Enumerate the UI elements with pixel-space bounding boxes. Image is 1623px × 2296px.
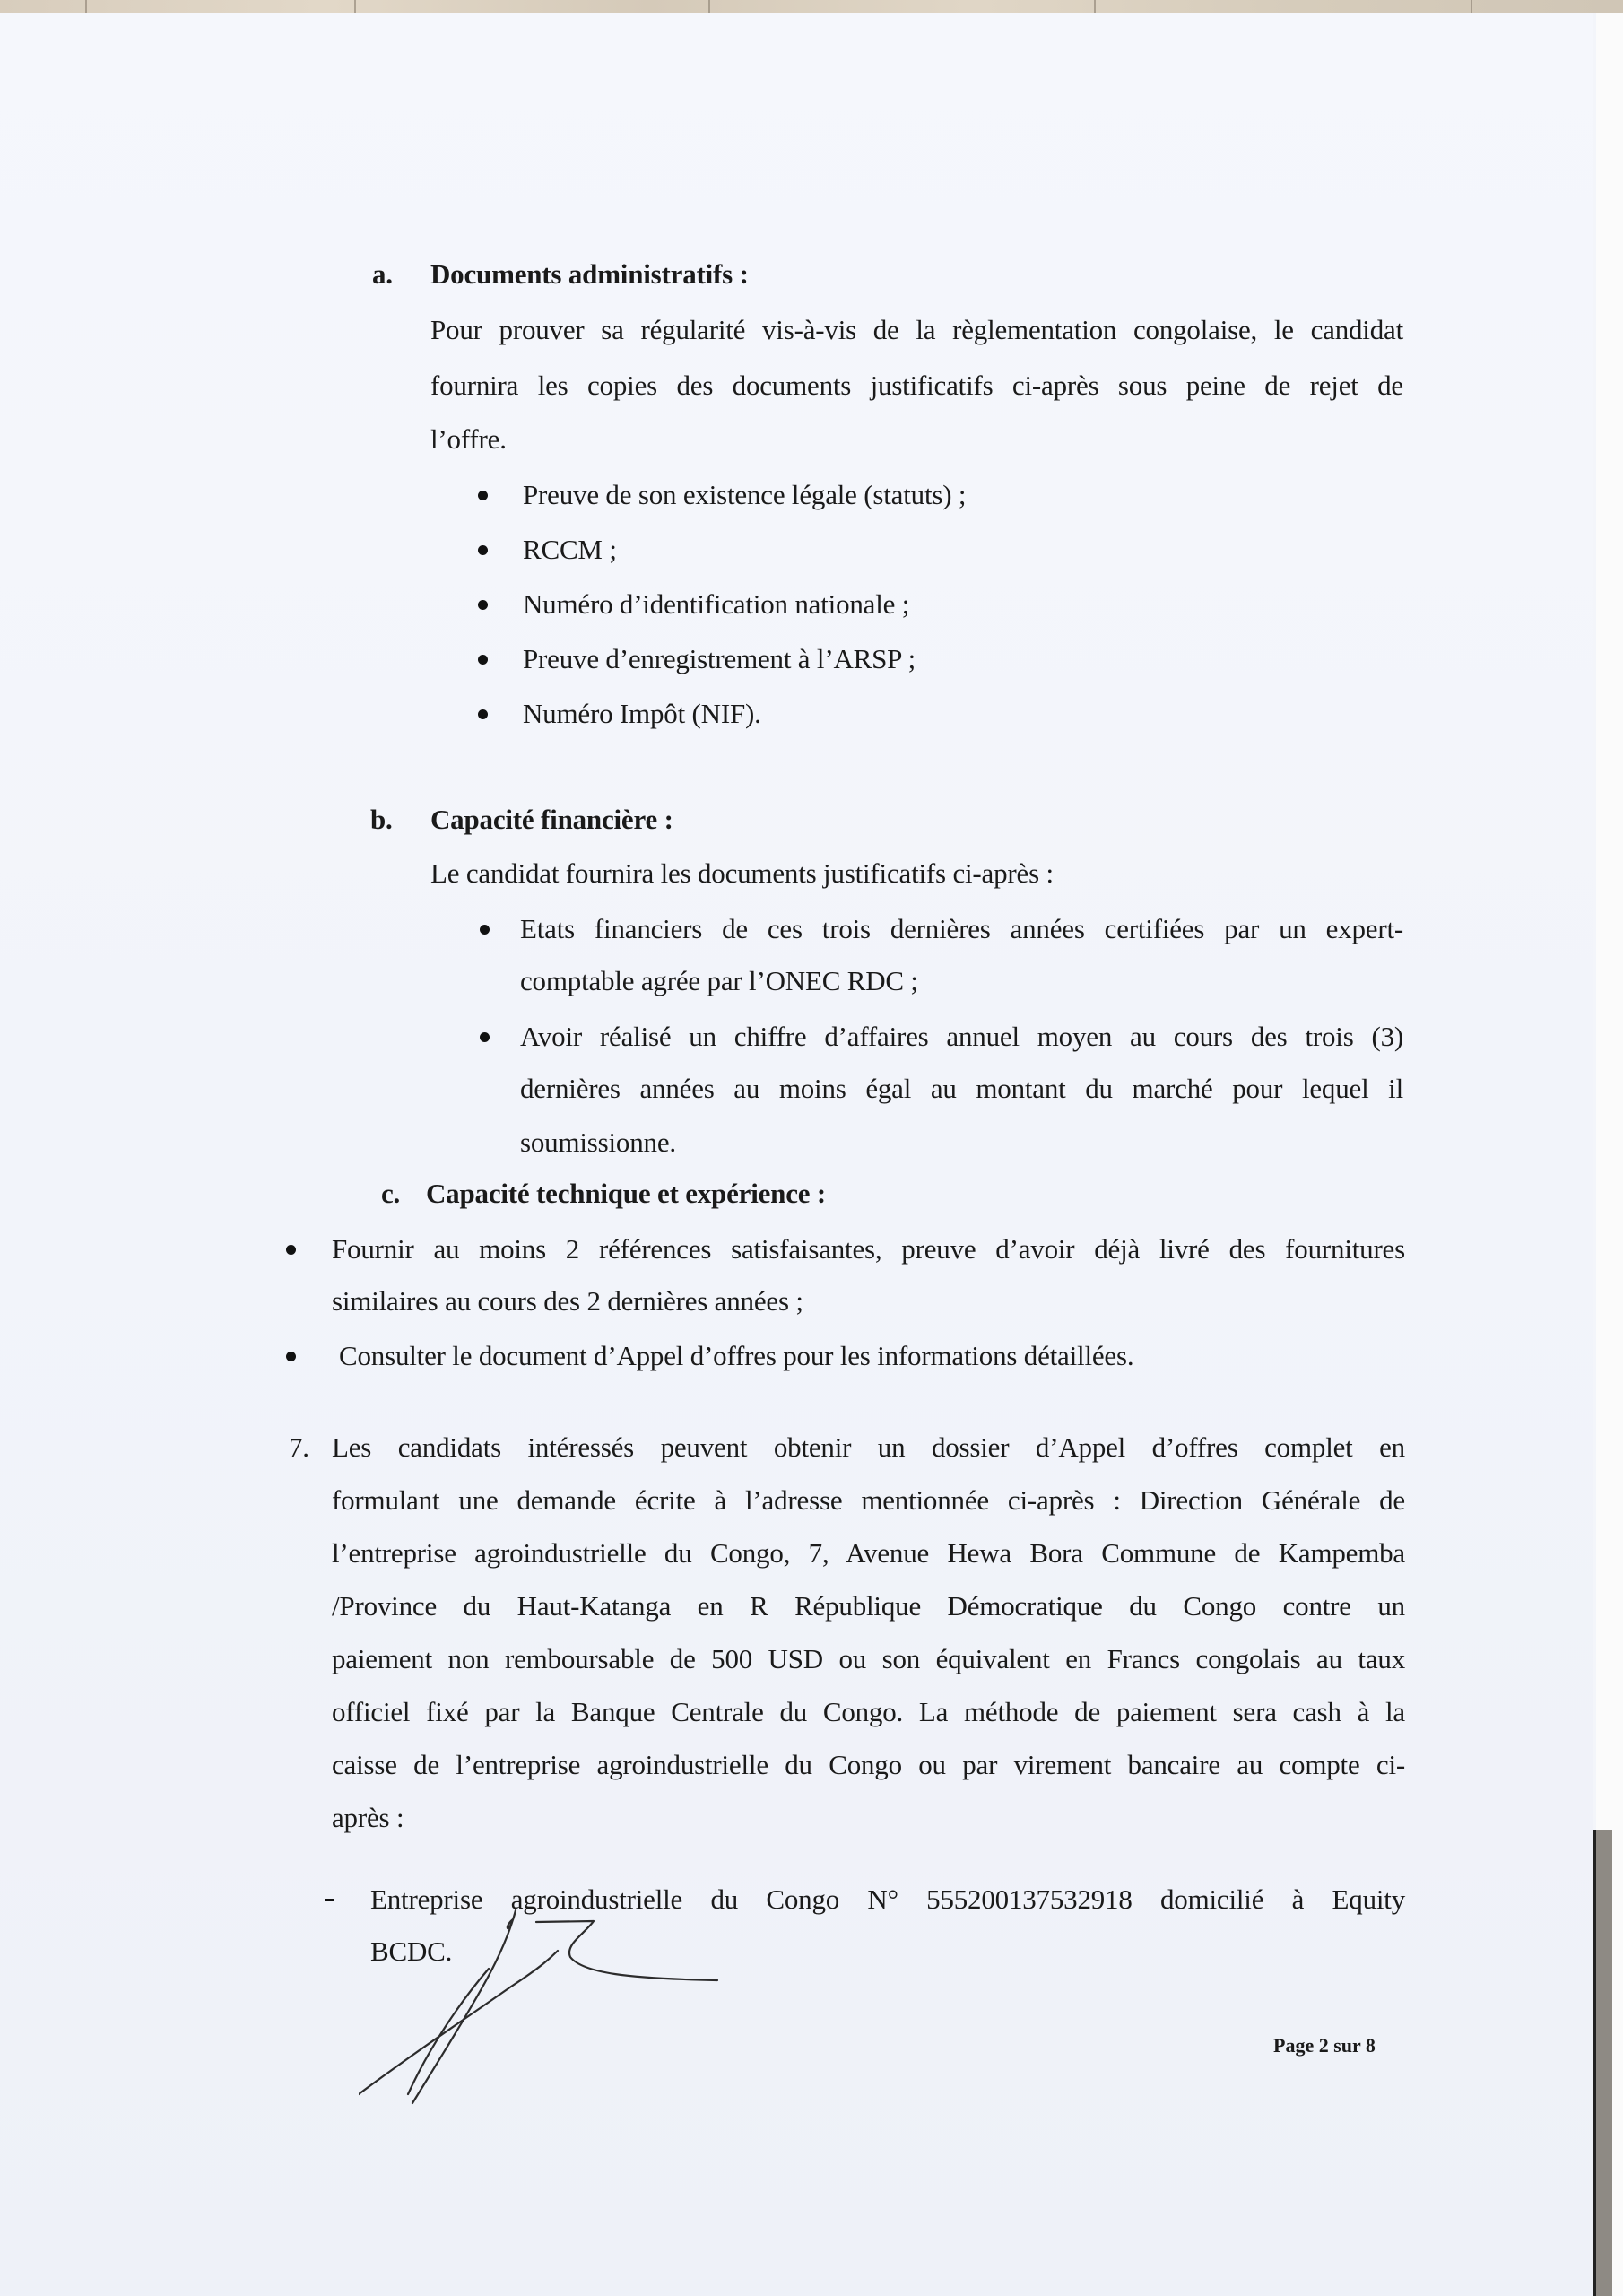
list-item: Numéro Impôt (NIF). bbox=[523, 698, 761, 729]
bank-account-line: Entreprise agroindustrielle du Congo N° 555200137532918 domicilié à Equity bbox=[370, 1883, 1405, 1915]
bullet-icon bbox=[478, 600, 488, 610]
list-item-line: Avoir réalisé un chiffre d’affaires annuel moyen au cours des trois (3) bbox=[520, 1021, 1403, 1052]
bullet-icon bbox=[478, 545, 488, 555]
bullet-icon bbox=[480, 925, 490, 935]
paragraph-line: formulant une demande écrite à l’adresse mentionnée ci-après : Direction Générale de bbox=[332, 1484, 1405, 1516]
page-total: 8 bbox=[1365, 2034, 1376, 2057]
bullet-icon bbox=[478, 655, 488, 665]
list-item-line: dernières années au moins égal au montant du marché pour lequel il bbox=[520, 1073, 1403, 1104]
paragraph-line: l’entreprise agroindustrielle du Congo, 7, Avenue Hewa Bora Commune de Kampemba bbox=[332, 1537, 1405, 1569]
section-b-intro: Le candidat fournira les documents justificatifs ci-après : bbox=[430, 857, 1054, 889]
scan-border-top bbox=[0, 0, 1623, 13]
section-a-marker: a. bbox=[372, 258, 393, 290]
page-number bbox=[1273, 2034, 1376, 2057]
page-separator: sur bbox=[1333, 2034, 1361, 2057]
page-edge-line bbox=[1593, 1830, 1596, 2296]
list-item: Preuve d’enregistrement à l’ARSP ; bbox=[523, 643, 916, 674]
paragraph-line: paiement non remboursable de 500 USD ou son équivalent en Francs congolais au taux bbox=[332, 1643, 1405, 1674]
paragraph-line: Les candidats intéressés peuvent obtenir un dossier d’Appel d’offres complet en bbox=[332, 1431, 1405, 1463]
handwritten-signature-icon bbox=[359, 1901, 744, 2135]
section-c-marker: c. bbox=[381, 1178, 401, 1209]
list-item-line: Consulter le document d’Appel d’offres pour les informations détaillées. bbox=[339, 1340, 1134, 1371]
bullet-icon bbox=[286, 1245, 296, 1255]
page-current: 2 bbox=[1318, 2034, 1329, 2057]
scan-grain-mark bbox=[85, 0, 87, 13]
section-a-intro-line: l’offre. bbox=[430, 423, 507, 455]
section-b-marker: b. bbox=[370, 804, 393, 835]
paragraph-line: caisse de l’entreprise agroindustrielle du Congo ou par virement bancaire au compte ci- bbox=[332, 1749, 1405, 1780]
list-item-line: comptable agrée par l’ONEC RDC ; bbox=[520, 965, 918, 996]
list-item-line: similaires au cours des 2 dernières années ; bbox=[332, 1285, 803, 1317]
list-item-line: soumissionne. bbox=[520, 1126, 676, 1158]
bullet-icon bbox=[286, 1352, 296, 1361]
paragraph-number: 7. bbox=[289, 1431, 309, 1463]
list-item: Numéro d’identification nationale ; bbox=[523, 588, 910, 620]
list-item-line: Etats financiers de ces trois dernières années certifiées par un expert- bbox=[520, 913, 1403, 944]
document-page bbox=[0, 13, 1593, 2296]
bank-account-line: BCDC. bbox=[370, 1935, 453, 1967]
paragraph-line: officiel fixé par la Banque Centrale du Congo. La méthode de paiement sera cash à la bbox=[332, 1696, 1405, 1727]
section-a-intro-line: Pour prouver sa régularité vis-à-vis de la règlementation congolaise, le candidat bbox=[430, 314, 1403, 345]
section-b-heading: Capacité financière : bbox=[430, 804, 673, 835]
paragraph-line: après : bbox=[332, 1802, 404, 1833]
page-label: Page bbox=[1273, 2034, 1315, 2057]
section-a-heading: Documents administratifs : bbox=[430, 258, 749, 290]
scan-shadow-right bbox=[1596, 1830, 1612, 2296]
scan-grain-mark bbox=[1094, 0, 1096, 13]
bullet-icon bbox=[480, 1032, 490, 1042]
dash-bullet-icon bbox=[325, 1899, 334, 1901]
bullet-icon bbox=[478, 491, 488, 500]
bullet-icon bbox=[478, 709, 488, 719]
list-item-line: Fournir au moins 2 références satisfaisantes, preuve d’avoir déjà livré des fournitures bbox=[332, 1233, 1405, 1265]
list-item: RCCM ; bbox=[523, 534, 617, 565]
scan-grain-mark bbox=[354, 0, 356, 13]
list-item: Preuve de son existence légale (statuts) ; bbox=[523, 479, 967, 510]
scan-grain-mark bbox=[708, 0, 710, 13]
section-a-intro-line: fournira les copies des documents justificatifs ci-après sous peine de rejet de bbox=[430, 370, 1403, 401]
paragraph-line: /Province du Haut-Katanga en R République Démocratique du Congo contre un bbox=[332, 1590, 1405, 1622]
scan-grain-mark bbox=[1471, 0, 1472, 13]
section-c-heading: Capacité technique et expérience : bbox=[426, 1178, 827, 1209]
